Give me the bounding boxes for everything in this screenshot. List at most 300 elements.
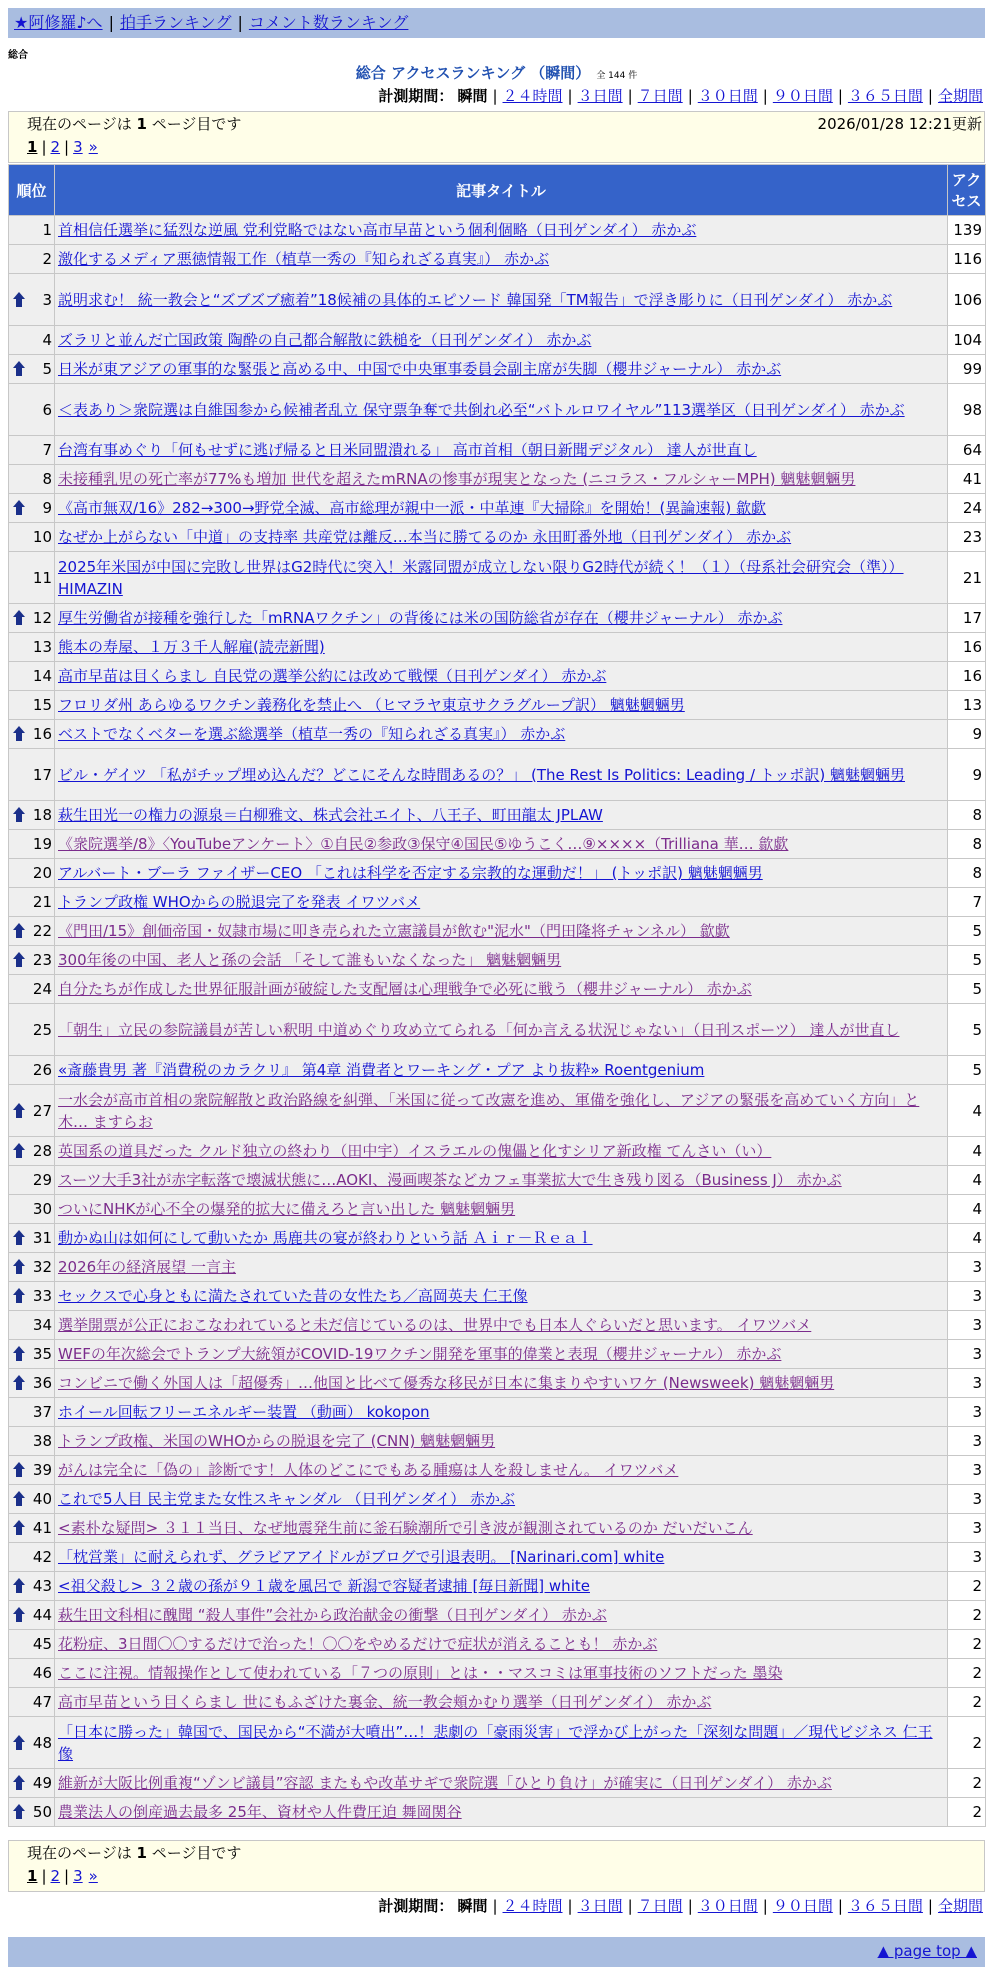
article-link[interactable]: トランプ政権 WHOからの脱退完了を発表 イワツバメ — [58, 893, 421, 911]
article-link[interactable]: 高市早苗という目くらまし 世にもふざけた裏金、統一教会頬かむり選挙（日刊ゲンダイ） 赤かぶ — [58, 1693, 712, 1711]
separator: | — [108, 13, 114, 32]
rank-number: 22 — [32, 922, 52, 940]
access-count: 3 — [948, 1456, 986, 1485]
table-row — [9, 830, 986, 859]
article-link[interactable]: 自分たちが作成した世界征服計画が破綻した支配層は心理戦争で必死に戦う（櫻井ジャーナル） 赤かぶ — [58, 980, 752, 998]
title-cell — [55, 801, 948, 830]
access-count: 8 — [948, 859, 986, 888]
title-cell — [55, 633, 948, 662]
rank-cell — [9, 946, 55, 975]
pager-prefix: 現在のページは — [27, 115, 132, 133]
article-link[interactable]: 首相信任選挙に猛烈な逆風 党利党略ではない高市早苗という個利個略（日刊ゲンダイ） 赤かぶ — [58, 221, 697, 239]
rank-number: 43 — [32, 1577, 52, 1595]
article-link[interactable]: 熊本の寿屋、１万３千人解雇(読売新聞) — [58, 638, 325, 656]
table-row — [9, 1717, 986, 1769]
title-cell — [55, 1137, 948, 1166]
table-row — [9, 720, 986, 749]
rank-cell — [9, 1056, 55, 1085]
title-cell — [55, 1085, 948, 1137]
separator: | — [64, 1867, 70, 1885]
page-links — [9, 136, 984, 160]
access-count: 4 — [948, 1137, 986, 1166]
period-option[interactable]: ９０日間 — [772, 87, 833, 105]
period-current: 瞬間 — [457, 87, 488, 105]
rank-cell — [9, 1004, 55, 1056]
title-cell — [55, 1224, 948, 1253]
table-row — [9, 1485, 986, 1514]
title-cell — [55, 552, 948, 604]
rank-cell — [9, 1485, 55, 1514]
period-option[interactable]: 全期間 — [937, 1897, 983, 1915]
article-link[interactable]: <祖父殺し> ３２歳の孫が９１歳を風呂で 新潟で容疑者逮捕 [毎日新聞] white — [58, 1577, 590, 1595]
rank-number: 30 — [32, 1200, 52, 1218]
article-link[interactable]: 萩生田文科相に醜聞 “殺人事件”会社から政治献金の衝撃（日刊ゲンダイ） 赤かぶ — [58, 1606, 607, 1624]
rank-cell — [9, 1717, 55, 1769]
article-link[interactable]: 2025年米国が中国に完敗し世界はG2時代に突入！米露同盟が成立しない限りG2時代が続く！（１）（母系社会研究会（準）） HIMAZIN — [58, 557, 904, 598]
title-cell — [55, 384, 948, 436]
rank-number: 14 — [32, 667, 52, 685]
period-option[interactable]: ２４時間 — [502, 1897, 563, 1915]
period-label: 計測期間： — [378, 1897, 454, 1915]
article-link[interactable]: ついにNHKが心不全の爆発的拡大に備えろと言い出した 魑魅魍魎男 — [58, 1200, 516, 1218]
article-link[interactable]: 維新が大阪比例重複“ゾンビ議員”容認 またもや改革サギで衆院選「ひとり負け」が確実に（日刊ゲンダイ） 赤かぶ — [58, 1774, 832, 1792]
article-link[interactable]: コンビニで働く外国人は「超優秀」…他国と比べて優秀な移民が日本に集まりやすいワケ (Newsweek) 魑魅魍魎男 — [58, 1374, 835, 1392]
article-link[interactable]: ベストでなくベターを選ぶ総選挙（植草一秀の『知られざる真実』） 赤かぶ — [58, 725, 566, 743]
access-count: 5 — [948, 917, 986, 946]
title-cell — [55, 1630, 948, 1659]
title-cell — [55, 326, 948, 355]
rank-number: 28 — [32, 1142, 52, 1160]
title-cell — [55, 1427, 948, 1456]
rank-number: 13 — [32, 638, 52, 656]
title-cell — [55, 436, 948, 465]
access-count: 41 — [948, 465, 986, 494]
access-count: 2 — [948, 1798, 986, 1827]
table-row — [9, 1601, 986, 1630]
access-count: 3 — [948, 1398, 986, 1427]
title-cell — [55, 1004, 948, 1056]
ranking-table — [8, 164, 986, 1827]
title-cell — [55, 720, 948, 749]
rank-number: 24 — [32, 980, 52, 998]
article-link[interactable]: ＜表あり＞衆院選は自維国参から候補者乱立 保守票争奪で共倒れ必至“バトルロワイヤル”113選挙区（日刊ゲンダイ） 赤かぶ — [58, 400, 905, 419]
separator: | — [837, 1897, 843, 1915]
breadcrumb: 総合 — [8, 50, 28, 61]
separator: | — [927, 1897, 933, 1915]
pager-bottom — [8, 1840, 985, 1892]
access-count: 3 — [948, 1311, 986, 1340]
page-link[interactable]: 3 — [73, 1867, 83, 1885]
title-cell — [55, 1769, 948, 1798]
access-count: 4 — [948, 1085, 986, 1137]
rank-cell — [9, 1543, 55, 1572]
title-cell — [55, 917, 948, 946]
page-link[interactable]: 3 — [73, 138, 83, 156]
article-link[interactable]: 300年後の中国、老人と孫の会話 「そして誰もいなくなった」 魑魅魍魎男 — [58, 951, 562, 969]
table-row — [9, 662, 986, 691]
article-link[interactable]: WEFの年次総会でトランプ大統領がCOVID-19ワクチン開発を軍事的偉業と表現（櫻井ジャーナル） 赤かぶ — [58, 1345, 782, 1363]
article-link[interactable]: 2026年の経済展望 一言主 — [58, 1258, 236, 1276]
title-cell — [55, 691, 948, 720]
rank-cell — [9, 436, 55, 465]
access-count: 3 — [948, 1369, 986, 1398]
article-link[interactable]: セックスで心身ともに満たされていた昔の女性たち／高岡英夫 仁王像 — [58, 1287, 528, 1305]
article-link[interactable]: ビル・ゲイツ 「私がチップ埋め込んだ？どこにそんな時間あるの？」 (The Rest Is Politics: Leading / トッポ訳) 魑魅魍魎男 — [58, 765, 905, 784]
access-count: 3 — [948, 1282, 986, 1311]
rank-cell — [9, 1630, 55, 1659]
footer-bar — [8, 1937, 985, 1967]
access-count: 7 — [948, 888, 986, 917]
table-row — [9, 1427, 986, 1456]
table-row — [9, 1166, 986, 1195]
title-cell — [55, 604, 948, 633]
access-count: 2 — [948, 1601, 986, 1630]
access-count: 3 — [948, 1427, 986, 1456]
article-link[interactable]: これで5人目 民主党また女性スキャンダル （日刊ゲンダイ） 赤かぶ — [58, 1490, 516, 1508]
table-row — [9, 1085, 986, 1137]
rank-cell — [9, 1282, 55, 1311]
rank-number: 19 — [32, 835, 52, 853]
rank-cell — [9, 1085, 55, 1137]
rank-number: 12 — [32, 609, 52, 627]
pager-status-bottom — [9, 1841, 984, 1865]
article-link[interactable]: トランプ政権、米国のWHOからの脱退を完了 (CNN) 魑魅魍魎男 — [58, 1432, 496, 1450]
article-link[interactable]: <素朴な疑問> ３１１当日、なぜ地震発生前に釜石験潮所で引き波が観測されているのか だいだいこん — [58, 1519, 753, 1537]
title-cell — [55, 1282, 948, 1311]
period-option[interactable]: ３６５日間 — [847, 1897, 923, 1915]
next-page-link[interactable]: » — [88, 1867, 98, 1885]
separator: | — [762, 1897, 768, 1915]
period-option[interactable]: ７日間 — [637, 1897, 683, 1915]
rank-number: 35 — [32, 1345, 52, 1363]
page-top-link[interactable]: ▲ page top ▲ — [877, 1942, 977, 1960]
pager-current-page: 1 — [136, 115, 147, 133]
article-link[interactable]: なぜか上がらない「中道」の支持率 共産党は離反…本当に勝てるのか 永田町番外地（日刊ゲンダイ） 赤かぶ — [58, 528, 792, 546]
rank-number: 29 — [32, 1171, 52, 1189]
table-row — [9, 1056, 986, 1085]
rank-cell — [9, 604, 55, 633]
article-link[interactable]: 萩生田光一の権力の源泉＝白柳雅文、株式会社エイト、八王子、町田龍太 JPLAW — [58, 806, 603, 824]
rank-cell — [9, 1798, 55, 1827]
access-count: 2 — [948, 1717, 986, 1769]
rank-number: 17 — [32, 765, 52, 784]
rank-number: 50 — [32, 1803, 52, 1821]
rank-cell — [9, 859, 55, 888]
period-label: 計測期間： — [378, 87, 454, 105]
table-row — [9, 216, 986, 245]
article-link[interactable]: 激化するメディア悪徳情報工作（植草一秀の『知られざる真実』） 赤かぶ — [58, 250, 550, 268]
access-count: 3 — [948, 1340, 986, 1369]
article-link[interactable]: 選挙開票が公正におこなわれていると未だ信じているのは、世界中でも日本人ぐらいだと思います。 イワツバメ — [58, 1316, 812, 1334]
access-count: 2 — [948, 1688, 986, 1717]
article-link[interactable]: 花粉症、3日間〇〇するだけで治った！〇〇をやめるだけで症状が消えることも！ 赤かぶ — [58, 1635, 658, 1653]
table-row — [9, 523, 986, 552]
table-row — [9, 384, 986, 436]
title-cell — [55, 1601, 948, 1630]
separator: | — [627, 87, 633, 105]
updated-timestamp: 2026/01/28 12:21更新 — [817, 115, 982, 133]
pager-status — [9, 112, 984, 136]
rank-cell — [9, 384, 55, 436]
table-row — [9, 1311, 986, 1340]
rank-number: 48 — [32, 1733, 52, 1752]
page-link: 1 — [27, 138, 38, 156]
access-count: 106 — [948, 274, 986, 326]
table-row — [9, 1543, 986, 1572]
title-cell — [55, 830, 948, 859]
header-access: アクセス — [948, 165, 986, 216]
nav-link-ashura[interactable]: ★阿修羅♪へ — [14, 13, 103, 32]
rank-number: 20 — [32, 864, 52, 882]
period-selector-top — [378, 86, 983, 106]
nav-link-comment-ranking[interactable]: コメント数ランキング — [248, 13, 409, 32]
separator: | — [41, 138, 47, 156]
rank-number: 3 — [42, 290, 52, 309]
access-count: 3 — [948, 1485, 986, 1514]
period-option[interactable]: ３日間 — [577, 1897, 623, 1915]
table-row — [9, 1137, 986, 1166]
rank-cell — [9, 1166, 55, 1195]
article-link[interactable]: ホイール回転フリーエネルギー装置 （動画） kokopon — [58, 1403, 430, 1421]
title-cell — [55, 1798, 948, 1827]
table-row — [9, 1688, 986, 1717]
access-count: 99 — [948, 355, 986, 384]
period-option[interactable]: 全期間 — [937, 87, 983, 105]
rank-cell — [9, 720, 55, 749]
period-option[interactable]: ２４時間 — [502, 87, 563, 105]
article-link[interactable]: 「日本に勝った」韓国で、国民から“不満が大噴出”…！悲劇の「豪雨災害」で浮かび上がった「深刻な問題」／現代ビジネス 仁王像 — [58, 1722, 933, 1763]
rank-number: 38 — [32, 1432, 52, 1450]
access-count: 2 — [948, 1659, 986, 1688]
title-cell — [55, 1056, 948, 1085]
access-count: 2 — [948, 1572, 986, 1601]
rank-cell — [9, 1601, 55, 1630]
access-count: 2 — [948, 1769, 986, 1798]
rank-number: 49 — [32, 1774, 52, 1792]
rank-number: 11 — [32, 568, 52, 587]
title-cell — [55, 1398, 948, 1427]
table-row — [9, 436, 986, 465]
rank-number: 26 — [32, 1061, 52, 1079]
period-option[interactable]: ３６５日間 — [847, 87, 923, 105]
rank-number: 33 — [32, 1287, 52, 1305]
nav-link-applause-ranking[interactable]: 拍手ランキング — [119, 13, 232, 32]
ranking-body — [9, 216, 986, 1827]
separator: | — [927, 87, 933, 105]
title-cell — [55, 1166, 948, 1195]
period-selector-bottom — [378, 1896, 983, 1916]
table-row — [9, 1798, 986, 1827]
table-row — [9, 552, 986, 604]
header-rank: 順位 — [9, 165, 55, 216]
rank-number: 15 — [32, 696, 52, 714]
rank-cell — [9, 1572, 55, 1601]
rank-cell — [9, 274, 55, 326]
article-link[interactable]: アルバート・ブーラ ファイザーCEO 「これは科学を否定する宗教的な運動だ！」 (トッポ訳) 魑魅魍魎男 — [58, 864, 763, 882]
article-link[interactable]: 台湾有事めぐり「何もせずに逃げ帰ると日米同盟潰れる」 高市首相（朝日新聞デジタル） 達人が世直し — [58, 441, 757, 459]
table-row — [9, 1398, 986, 1427]
title-cell — [55, 749, 948, 801]
title-cell — [55, 216, 948, 245]
pager-current-page: 1 — [136, 1844, 147, 1862]
rank-number: 31 — [32, 1229, 52, 1247]
table-row — [9, 801, 986, 830]
table-row — [9, 1004, 986, 1056]
title-cell — [55, 1659, 948, 1688]
access-count: 4 — [948, 1195, 986, 1224]
access-count: 5 — [948, 975, 986, 1004]
pager-suffix: ページ目です — [151, 115, 242, 133]
title-cell — [55, 1195, 948, 1224]
article-link[interactable]: 「朝生」立民の参院議員が苦しい釈明 中道めぐり攻め立てられる「何か言える状況じゃない」（日刊スポーツ） 達人が世直し — [58, 1020, 900, 1039]
rank-number: 37 — [32, 1403, 52, 1421]
rank-number: 46 — [32, 1664, 52, 1682]
table-row — [9, 604, 986, 633]
period-option[interactable]: ７日間 — [637, 87, 683, 105]
access-count: 116 — [948, 245, 986, 274]
article-link[interactable]: 「枕営業」に耐えられず、グラビアアイドルがブログで引退表明。 [Narinari.com] white — [58, 1548, 665, 1566]
header-title: 記事タイトル — [55, 165, 948, 216]
table-row — [9, 633, 986, 662]
title-cell — [55, 1572, 948, 1601]
rank-number: 21 — [32, 893, 52, 911]
rank-number: 47 — [32, 1693, 52, 1711]
title-cell — [55, 494, 948, 523]
title-cell — [55, 1340, 948, 1369]
access-count: 2 — [948, 1630, 986, 1659]
page-link: 1 — [27, 1867, 38, 1885]
rank-cell — [9, 1398, 55, 1427]
rank-cell — [9, 1253, 55, 1282]
article-link[interactable]: 農業法人の倒産過去最多 25年、資材や人件費圧迫 舞岡関谷 — [58, 1803, 462, 1821]
access-count: 9 — [948, 749, 986, 801]
separator: | — [64, 138, 70, 156]
access-count: 3 — [948, 1253, 986, 1282]
period-option[interactable]: ３０日間 — [697, 1897, 758, 1915]
rank-number: 42 — [32, 1548, 52, 1566]
rank-number: 2 — [42, 250, 52, 268]
table-row — [9, 326, 986, 355]
access-count: 21 — [948, 552, 986, 604]
rank-number: 10 — [32, 528, 52, 546]
table-row — [9, 1572, 986, 1601]
table-row — [9, 1224, 986, 1253]
rank-cell — [9, 326, 55, 355]
article-link[interactable]: 高市早苗は目くらまし 自民党の選挙公約には改めて戦慄（日刊ゲンダイ） 赤かぶ — [58, 667, 607, 685]
access-count: 5 — [948, 946, 986, 975]
period-option[interactable]: ３日間 — [577, 87, 623, 105]
rank-number: 25 — [32, 1020, 52, 1039]
separator: | — [492, 87, 498, 105]
rank-cell — [9, 917, 55, 946]
rank-cell — [9, 1311, 55, 1340]
rank-number: 7 — [42, 441, 52, 459]
separator: | — [837, 87, 843, 105]
separator: | — [627, 1897, 633, 1915]
rank-cell — [9, 975, 55, 1004]
access-count: 98 — [948, 384, 986, 436]
access-count: 17 — [948, 604, 986, 633]
page-link[interactable]: 2 — [50, 138, 61, 156]
table-row — [9, 859, 986, 888]
title-cell — [55, 1514, 948, 1543]
total-count: 全 144 件 — [596, 71, 638, 81]
rank-number: 6 — [42, 400, 52, 419]
rank-number: 39 — [32, 1461, 52, 1479]
access-count: 139 — [948, 216, 986, 245]
title-cell — [55, 1311, 948, 1340]
title-cell — [55, 975, 948, 1004]
next-page-link[interactable]: » — [88, 138, 98, 156]
table-row — [9, 1253, 986, 1282]
article-link[interactable]: 英国系の道具だった クルド独立の終わり（田中宇）イスラエルの傀儡と化すシリア新政権 てんさい（い） — [58, 1142, 772, 1160]
article-link[interactable]: ズラリと並んだ亡国政策 陶酔の自己都合解散に鉄槌を（日刊ゲンダイ） 赤かぶ — [58, 331, 592, 349]
article-link[interactable]: 未接種乳児の死亡率が77%も増加 世代を超えたmRNAの惨事が現実となった (ニコラス・フルシャーMPH) 魑魅魍魎男 — [58, 470, 856, 488]
rank-cell — [9, 662, 55, 691]
pager-top — [8, 111, 985, 163]
rank-number: 34 — [32, 1316, 52, 1334]
article-link[interactable]: がんは完全に「偽の」診断です！人体のどこにでもある腫瘍は人を殺しません。 イワツバメ — [58, 1461, 679, 1479]
article-link[interactable]: 説明求む！ 統一教会と“ズブズブ癒着”18候補の具体的エピソード 韓国発「TM報告」で浮き彫りに（日刊ゲンダイ） 赤かぶ — [58, 290, 893, 309]
rank-cell — [9, 552, 55, 604]
separator: | — [687, 1897, 693, 1915]
title-cell — [55, 1369, 948, 1398]
table-row — [9, 1514, 986, 1543]
access-count: 4 — [948, 1166, 986, 1195]
access-count: 16 — [948, 662, 986, 691]
access-count: 8 — [948, 801, 986, 830]
title-cell — [55, 274, 948, 326]
title-cell — [55, 465, 948, 494]
title-cell — [55, 1456, 948, 1485]
article-link[interactable]: «斎藤貴男 著『消費税のカラクリ』 第4章 消費者とワーキング・プア より抜粋» Roentgenium — [58, 1061, 705, 1079]
article-link[interactable]: スーツ大手3社が赤字転落で壊滅状態に…AOKI、漫画喫茶などカフェ事業拡大で生き残り図る（Business J） 赤かぶ — [58, 1171, 842, 1189]
rank-number: 40 — [32, 1490, 52, 1508]
rank-number: 32 — [32, 1258, 52, 1276]
separator: | — [567, 87, 573, 105]
rank-number: 44 — [32, 1606, 52, 1624]
rank-cell — [9, 245, 55, 274]
period-option[interactable]: ３０日間 — [697, 87, 758, 105]
rank-number: 18 — [32, 806, 52, 824]
article-link[interactable]: フロリダ州 あらゆるワクチン義務化を禁止へ （ヒマラヤ東京サクラグループ訳） 魑魅魍魎男 — [58, 696, 685, 714]
rank-cell — [9, 830, 55, 859]
title-cell — [55, 662, 948, 691]
title-cell — [55, 1485, 948, 1514]
title-cell — [55, 523, 948, 552]
period-option[interactable]: ９０日間 — [772, 1897, 833, 1915]
article-link[interactable]: 日米が東アジアの軍事的な緊張と高める中、中国で中央軍事委員会副主席が失脚（櫻井ジャーナル） 赤かぶ — [58, 360, 782, 378]
access-count: 16 — [948, 633, 986, 662]
table-row — [9, 465, 986, 494]
article-link[interactable]: 《門田/15》創価帝国・奴隷市場に叩き売られた立憲議員が飲む"泥水"（門田隆将チャンネル） 歙歔 — [58, 922, 730, 940]
rank-cell — [9, 633, 55, 662]
article-link[interactable]: 動かぬ山は如何にして動いたか 馬鹿共の宴が終わりという話 Ａｉｒ－Ｒｅａｌ — [58, 1229, 593, 1247]
article-link[interactable]: ここに注視。情報操作として使われている「７つの原則」とは・・マスコミは軍事技術のソフトだった 墨染 — [58, 1664, 783, 1682]
article-link[interactable]: 《高市無双/16》282→300→野党全滅、高市総理が親中一派・中革連『大掃除』を開始！(異論速報) 歙歔 — [58, 499, 767, 517]
access-count: 5 — [948, 1056, 986, 1085]
rank-cell — [9, 1514, 55, 1543]
rank-cell — [9, 1688, 55, 1717]
access-count: 104 — [948, 326, 986, 355]
article-link[interactable]: 一水会が高市首相の衆院解散と政治路線を糾弾、「米国に従って改憲を進め、軍備を強化し、アジアの緊張を高めていく方向」と木… ますらお — [58, 1090, 920, 1131]
title-cell — [55, 1688, 948, 1717]
article-link[interactable]: 厚生労働省が接種を強行した「mRNAワクチン」の背後には米の国防総省が存在（櫻井ジャーナル） 赤かぶ — [58, 609, 783, 627]
page-link[interactable]: 2 — [50, 1867, 61, 1885]
article-link[interactable]: 《衆院選挙/8》〈YouTubeアンケート〉①自民②参政③保守④国民⑤ゆうこく…⑨××××（Trilliana 華… 歙歔 — [58, 835, 789, 853]
table-row — [9, 917, 986, 946]
rank-number: 4 — [42, 331, 52, 349]
